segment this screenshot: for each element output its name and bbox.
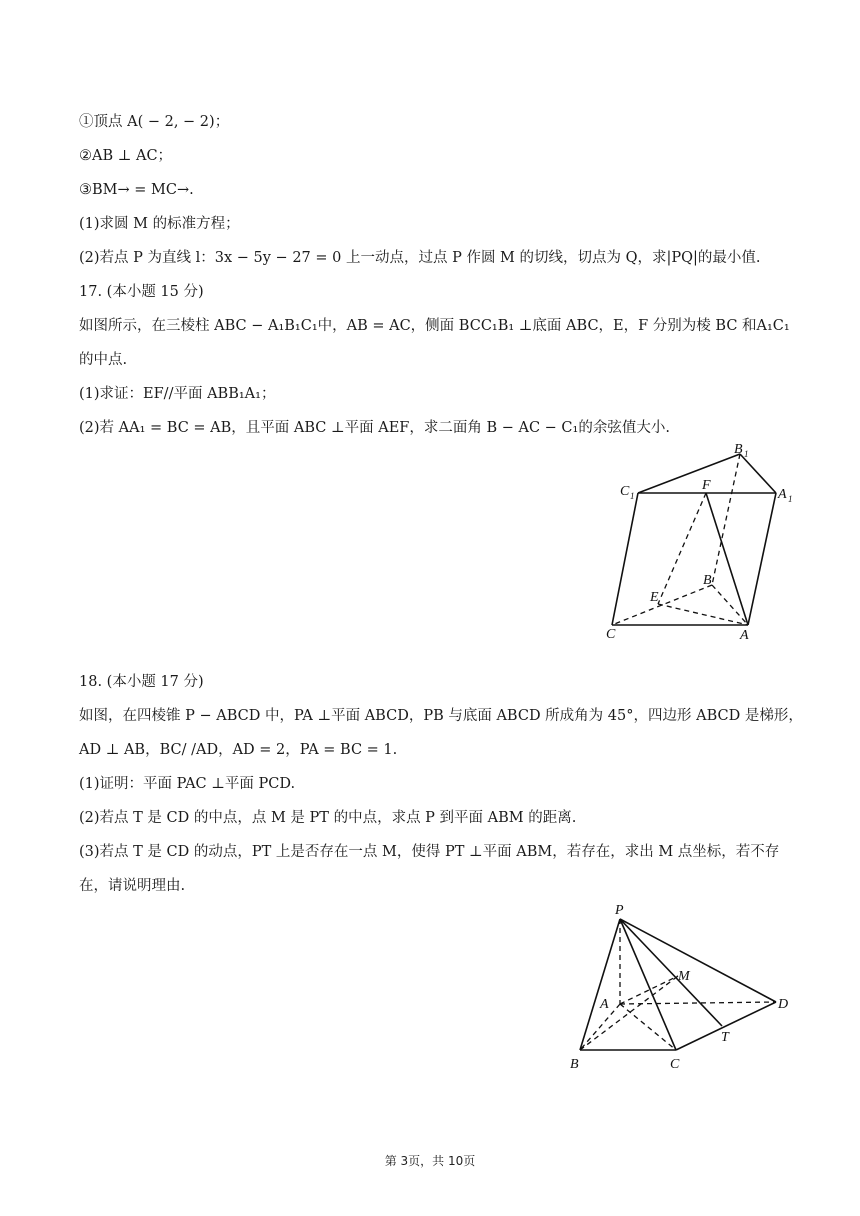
label-P: P <box>615 903 624 918</box>
q17-header: 17. (本小题 15 分) <box>79 284 204 300</box>
label-C1-sub: 1 <box>630 491 635 501</box>
q17-part1: (1)求证：EF//平面 ABB₁A₁； <box>79 386 276 402</box>
q18-part3-line1: (3)若点 T 是 CD 的动点，PT 上是否存在一点 M，使得 PT ⊥平面 ABM，若存在，求出 M 点坐标，若不存 <box>79 844 780 860</box>
q18-stem-line2: AD ⊥ AB，BC/ /AD，AD = 2，PA = BC = 1. <box>79 742 398 758</box>
label-A1: A <box>778 487 787 502</box>
q18-stem-line1: 如图，在四棱锥 P − ABCD 中，PA ⊥平面 ABCD，PB 与底面 ABCD 所成角为 45°，四边形 ABCD 是梯形， <box>79 708 803 724</box>
label-D: D <box>778 997 789 1012</box>
label-T: T <box>721 1030 729 1045</box>
pyramid-figure <box>560 898 800 1078</box>
label-B1: B <box>734 442 743 457</box>
label-B1-sub: 1 <box>744 449 749 459</box>
label-M: M <box>678 969 690 984</box>
prism-figure <box>600 438 800 643</box>
page-footer: 第 3页，共 10页 <box>384 1154 476 1168</box>
label-F: F <box>702 478 711 493</box>
label-A: A <box>600 997 609 1012</box>
label-B: B <box>703 573 712 588</box>
label-C: C <box>606 627 616 642</box>
label-B: B <box>570 1057 579 1072</box>
q18-part3-line2: 在，请说明理由. <box>79 878 186 894</box>
condition-1: ①顶点 A( − 2, − 2)； <box>79 114 230 130</box>
condition-3: ③BM→ = MC→. <box>79 182 194 198</box>
q18-header: 18. (本小题 17 分) <box>79 674 204 690</box>
label-C: C <box>670 1057 680 1072</box>
q18-part2: (2)若点 T 是 CD 的中点，点 M 是 PT 的中点，求点 P 到平面 ABM 的距离. <box>79 810 577 826</box>
q17-stem-line1: 如图所示，在三棱柱 ABC − A₁B₁C₁中，AB = AC，侧面 BCC₁B₁ ⊥底面 ABC，E，F 分别为棱 BC 和A₁C₁ <box>79 318 790 334</box>
label-A1-sub: 1 <box>788 494 793 504</box>
label-C1: C <box>620 484 630 499</box>
q18-part1: (1)证明：平面 PAC ⊥平面 PCD. <box>79 776 296 792</box>
label-E: E <box>650 590 659 605</box>
q16-part2: (2)若点 P 为直线 l：3x − 5y − 27 = 0 上一动点，过点 P 作圆 M 的切线，切点为 Q，求|PQ|的最小值. <box>79 250 761 266</box>
label-A: A <box>740 628 749 643</box>
q17-stem-line2: 的中点. <box>79 352 128 368</box>
condition-2: ②AB ⊥ AC； <box>79 148 173 164</box>
q16-part1: (1)求圆 M 的标准方程； <box>79 216 240 232</box>
q17-part2: (2)若 AA₁ = BC = AB，且平面 ABC ⊥平面 AEF，求二面角 B − AC − C₁的余弦值大小. <box>79 420 670 436</box>
